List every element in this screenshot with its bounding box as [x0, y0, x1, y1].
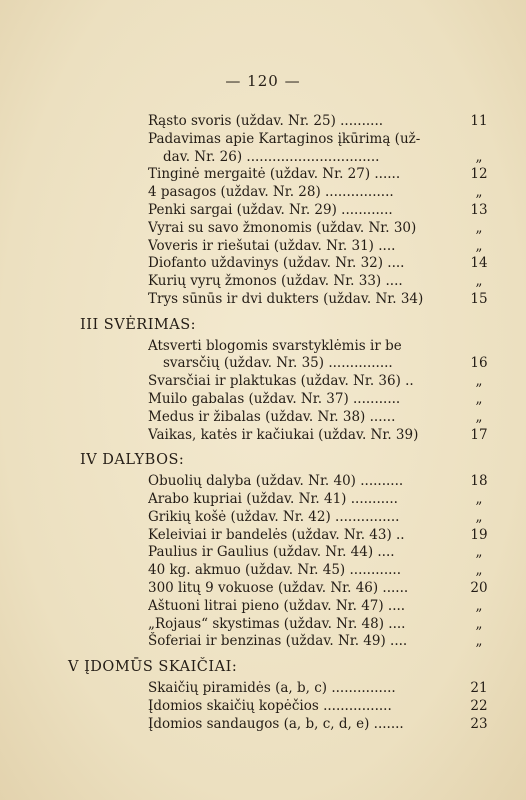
toc-page-ref: 16: [470, 355, 488, 372]
toc-entry: Trys sūnūs ir dvi dukters (uždav. Nr. 34): [148, 291, 424, 307]
toc-page-ref: [463, 130, 495, 148]
toc-entry: Penki sargai (uždav. Nr. 29) ............: [148, 202, 393, 218]
toc-page-ref: 14: [470, 255, 488, 272]
toc-page-ref: 21: [470, 680, 488, 696]
toc-entry: Medus ir žibalas (uždav. Nr. 38) ......: [148, 408, 396, 425]
toc-page-ref: 18: [470, 473, 488, 490]
toc-page-ref: „: [475, 508, 483, 525]
toc-page-ref: 13: [470, 202, 488, 218]
toc-entry: Svarsčiai ir plaktukas (uždav. Nr. 36) ..: [148, 373, 414, 390]
toc-entry: Obuolių dalyba (uždav. Nr. 40) ..........: [148, 473, 404, 490]
toc-entry: Muilo gabalas (uždav. Nr. 37) ...........: [148, 391, 401, 407]
toc-page-ref: „: [475, 184, 483, 201]
toc-entry: Tinginė mergaitė (uždav. Nr. 27) ......: [148, 166, 401, 183]
page-number: — 120 —: [225, 72, 301, 90]
toc-entry: Padavimas apie Kartaginos įkūrimą (už-: [148, 130, 421, 147]
toc-page-ref: 12: [470, 166, 488, 183]
toc-page-ref: 20: [470, 580, 488, 596]
toc-entry: Paulius ir Gaulius (uždav. Nr. 44) ....: [148, 544, 395, 561]
toc-entry: Keleiviai ir bandelės (uždav. Nr. 43) ..: [148, 526, 405, 543]
toc-page-ref: „: [475, 273, 483, 290]
toc-page-ref: 23: [470, 715, 488, 732]
toc-entry: 4 pasagos (uždav. Nr. 28) ................: [148, 184, 394, 201]
section-heading: IV DALYBOS:: [80, 452, 185, 469]
section-heading: V ĮDOMŪS SKAIČIAI:: [68, 659, 238, 676]
toc-page-ref: „: [475, 562, 483, 579]
toc-entry: Arabo kupriai (uždav. Nr. 41) ...........: [148, 491, 398, 507]
toc-entry: Kurių vyrų žmonos (uždav. Nr. 33) ....: [148, 273, 403, 290]
toc-entry: Grikių košė (uždav. Nr. 42) ...............: [148, 508, 400, 525]
toc-entry: Voveris ir riešutai (uždav. Nr. 31) ....: [148, 237, 396, 254]
toc-page-ref: „: [475, 219, 483, 236]
toc-entry: svarsčių (uždav. Nr. 35) ...............: [163, 355, 393, 372]
toc-page-ref: 17: [470, 426, 488, 443]
toc-page-ref: 11: [470, 113, 488, 129]
toc-page-ref: „: [475, 633, 483, 650]
toc-page-ref: „: [475, 615, 483, 632]
toc-entry: Skaičių piramidės (a, b, c) ...............: [148, 680, 396, 696]
toc-entry: „Rojaus“ skystimas (uždav. Nr. 48) ....: [148, 615, 406, 632]
toc-entry: Atsverti blogomis svarstyklėmis ir be: [148, 337, 402, 354]
section-heading: III SVĖRIMAS:: [80, 316, 197, 333]
toc-entry: Šoferiai ir benzinas (uždav. Nr. 49) ....: [148, 633, 408, 650]
toc-entry: Rąsto svoris (uždav. Nr. 25) ..........: [148, 113, 384, 129]
toc-entry: Vaikas, katės ir kačiukai (uždav. Nr. 39): [148, 426, 419, 443]
toc-entry: Įdomios sandaugos (a, b, c, d, e) .......: [148, 715, 404, 732]
toc-entry: dav. Nr. 26) ...............................: [163, 148, 380, 165]
toc-page-ref: 22: [470, 697, 488, 714]
toc-page-ref: „: [475, 237, 483, 254]
toc-entry: Įdomios skaičių kopėčios ................: [148, 697, 392, 714]
toc-entry: 40 kg. akmuo (uždav. Nr. 45) ............: [148, 562, 401, 579]
toc-page-ref: [463, 337, 495, 355]
toc-page-ref: „: [475, 544, 483, 561]
toc-entry: Diofanto uždavinys (uždav. Nr. 32) ....: [148, 255, 405, 272]
toc-page-ref: 15: [470, 291, 488, 307]
toc-entry: Aštuoni litrai pieno (uždav. Nr. 47) ....: [148, 597, 406, 614]
toc-page-ref: 19: [470, 526, 488, 543]
toc-page-ref: „: [475, 391, 483, 407]
toc-page-ref: „: [475, 597, 483, 614]
toc-entry: Vyrai su savo žmonomis (uždav. Nr. 30): [148, 219, 417, 236]
toc-entry: 300 litų 9 vokuose (uždav. Nr. 46) ......: [148, 580, 409, 596]
toc-page-ref: „: [475, 373, 483, 390]
toc-page-ref: „: [475, 491, 483, 507]
toc-page-ref: „: [475, 408, 483, 425]
toc-page-ref: „: [475, 148, 483, 165]
